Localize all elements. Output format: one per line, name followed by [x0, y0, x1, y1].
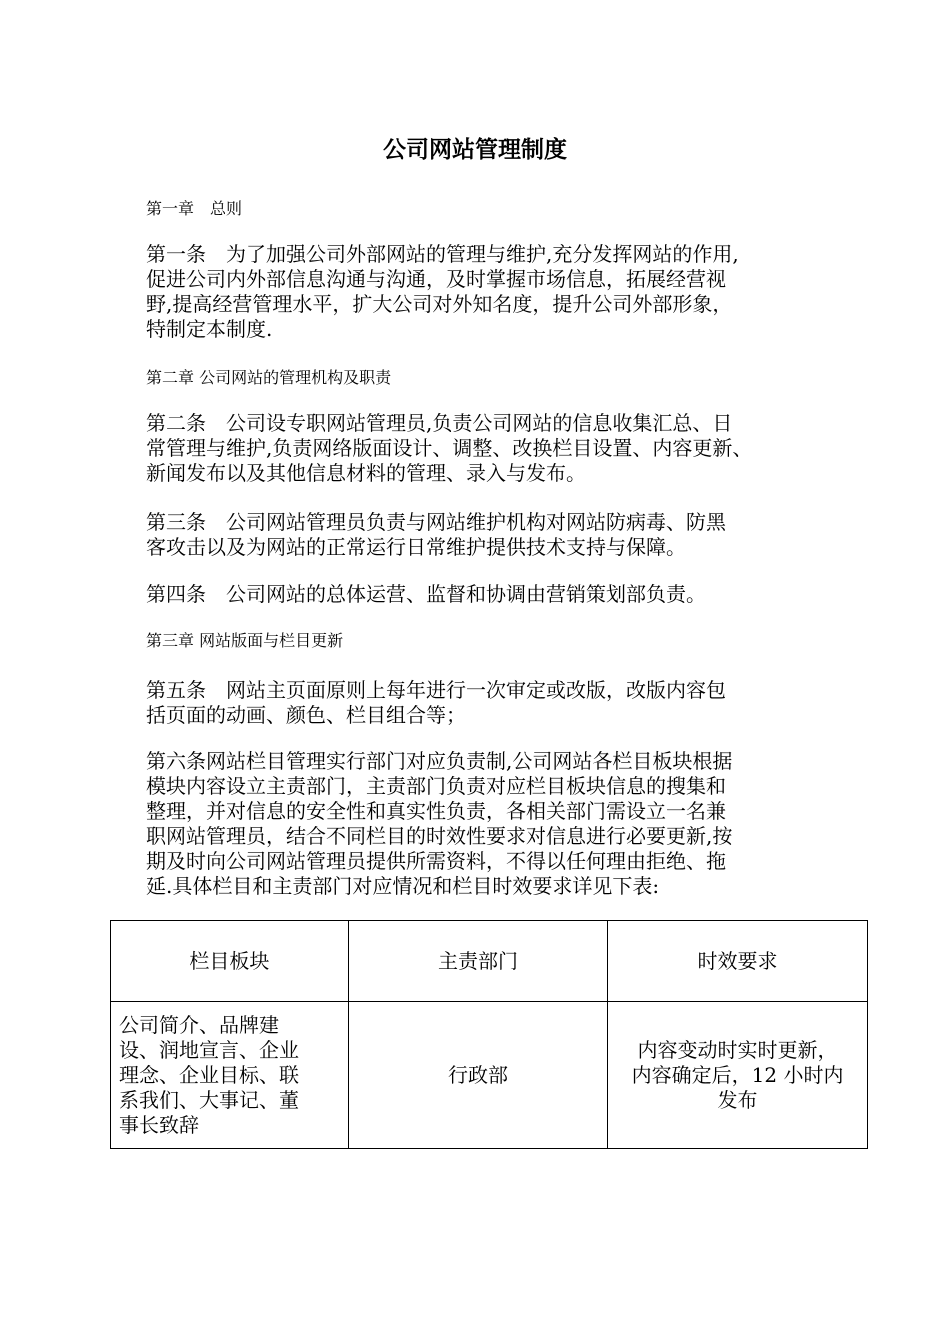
article-line: 第二条 公司设专职网站管理员,负责公司网站的信息收集汇总、日: [146, 411, 733, 435]
article-6: [146, 749, 826, 899]
article-line: 新闻发布以及其他信息材料的管理、录入与发布。: [146, 461, 586, 485]
article-line: 野,提高经营管理水平，扩大公司对外知名度，提升公司外部形象，: [146, 292, 733, 316]
article-line: 常管理与维护,负责网络版面设计、调整、改换栏目设置、内容更新、: [146, 436, 753, 460]
cell-line: 系我们、大事记、董: [119, 1087, 299, 1112]
article-2: [146, 411, 826, 486]
table-row: [111, 1002, 868, 1149]
article-line: 促进公司内外部信息沟通与沟通，及时掌握市场信息，拓展经营视: [146, 267, 726, 291]
cell-line: 公司简介、品牌建: [119, 1012, 279, 1037]
cell-department: 行政部: [348, 1002, 607, 1149]
chapter-heading-2: 第二章 公司网站的管理机构及职责: [146, 368, 392, 387]
article-line: 括页面的动画、颜色、栏目组合等；: [146, 703, 466, 727]
chapter-heading-1: 第一章 总则: [146, 199, 243, 218]
article-line: 职网站管理员，结合不同栏目的时效性要求对信息进行必要更新,按: [146, 824, 733, 848]
article-line: 第三条 公司网站管理员负责与网站维护机构对网站防病毒、防黑: [146, 510, 726, 534]
article-4: [146, 582, 826, 607]
cell-line: 内容变动时实时更新，: [637, 1037, 838, 1062]
cell-line: 设、润地宣言、企业: [119, 1037, 299, 1062]
cell-line: 理念、企业目标、联: [119, 1062, 299, 1087]
cell-section: [111, 1002, 349, 1149]
article-line: 整理，并对信息的安全性和真实性负责，各相关部门需设立一名兼: [146, 799, 726, 823]
cell-line: 内容确定后，12 小时内: [631, 1062, 844, 1087]
article-line: 第一条 为了加强公司外部网站的管理与维护,充分发挥网站的作用,: [146, 242, 739, 266]
header-department: 主责部门: [348, 921, 607, 1002]
cell-line: 发布: [717, 1087, 758, 1112]
article-3: [146, 510, 826, 560]
header-time-requirement: 时效要求: [608, 921, 868, 1002]
article-line: 客攻击以及为网站的正常运行日常维护提供技术支持与保障。: [146, 535, 686, 559]
article-line: 第五条 网站主页面原则上每年进行一次审定或改版，改版内容包: [146, 678, 726, 702]
document-title: 公司网站管理制度: [383, 137, 567, 163]
cell-time-requirement: [608, 1002, 868, 1149]
article-line: 第六条网站栏目管理实行部门对应负责制,公司网站各栏目板块根据: [146, 749, 733, 773]
article-line: 延.具体栏目和主责部门对应情况和栏目时效要求详见下表:: [146, 874, 660, 898]
article-line: 模块内容设立主责部门，主责部门负责对应栏目板块信息的搜集和: [146, 774, 726, 798]
table-header-row: [111, 921, 868, 1002]
article-line: 第四条 公司网站的总体运营、监督和协调由营销策划部负责。: [146, 582, 706, 606]
section-department-table: [110, 920, 868, 1149]
article-line: 特制定本制度.: [146, 317, 273, 341]
article-line: 期及时向公司网站管理员提供所需资料，不得以任何理由拒绝、拖: [146, 849, 726, 873]
cell-line: 事长致辞: [119, 1112, 199, 1137]
article-1: [146, 242, 826, 342]
header-section: 栏目板块: [111, 921, 349, 1002]
chapter-heading-3: 第三章 网站版面与栏目更新: [146, 631, 344, 650]
article-5: [146, 678, 826, 728]
